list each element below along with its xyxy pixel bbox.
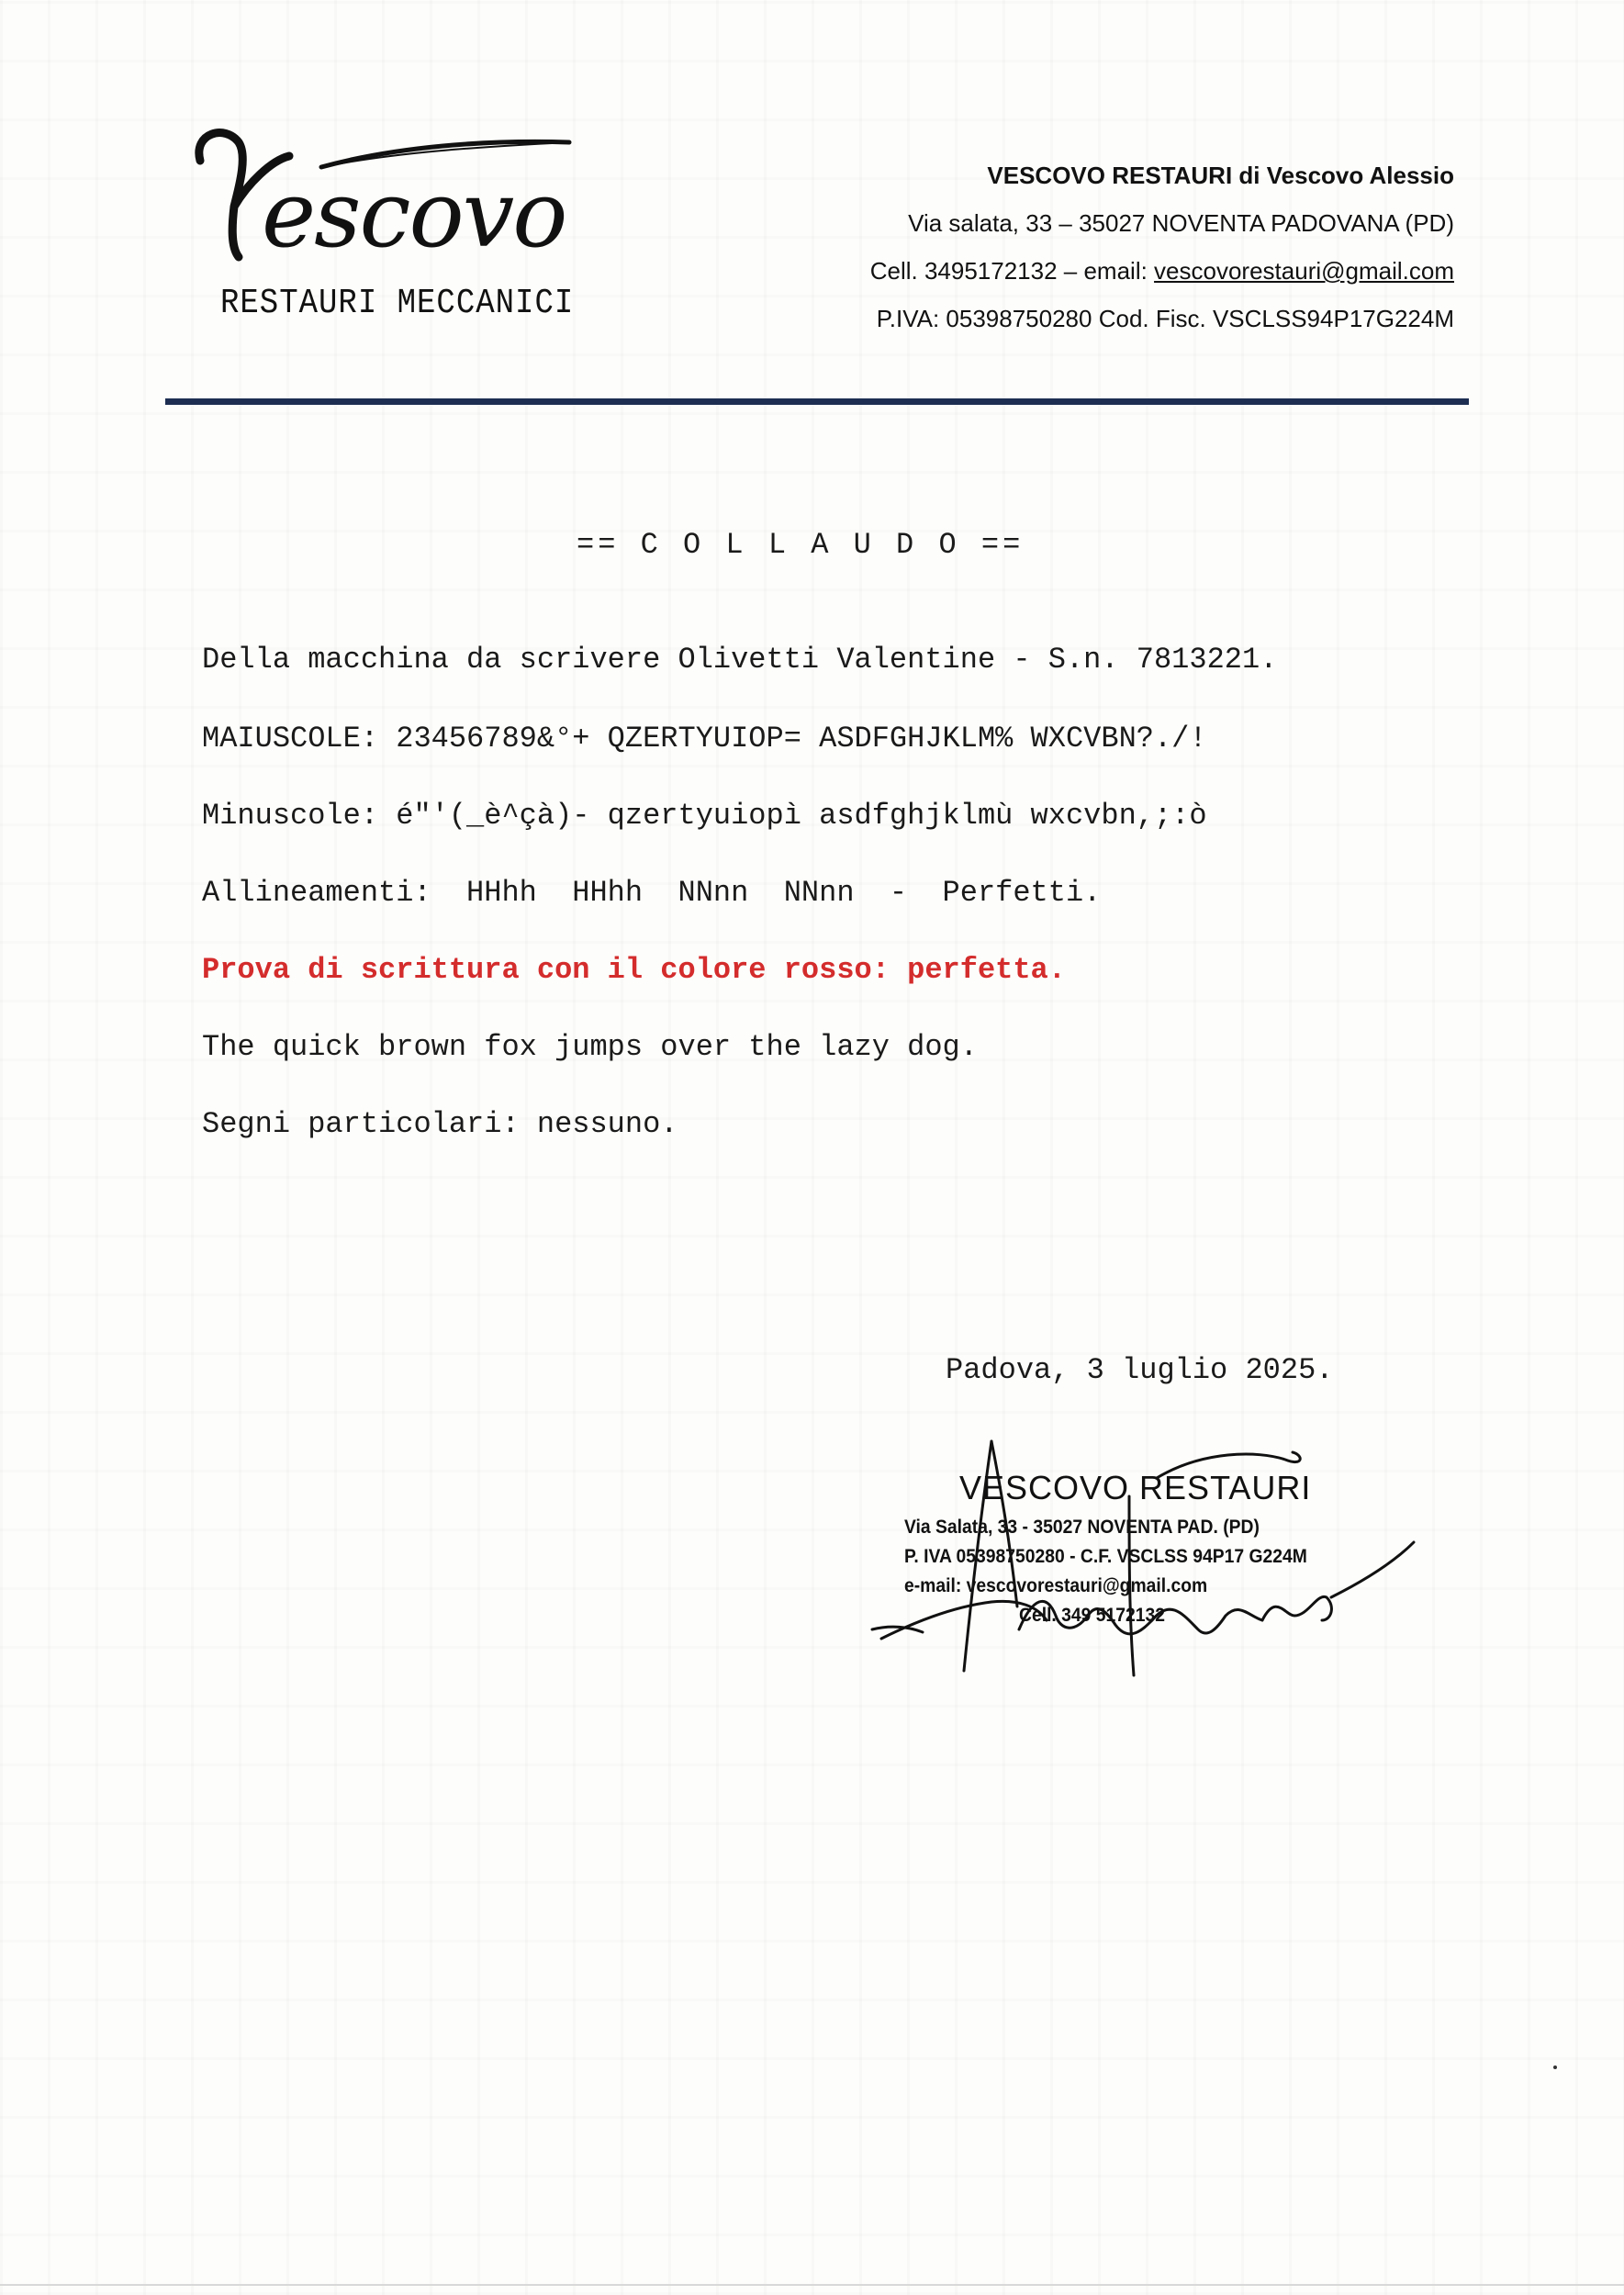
company-logo bbox=[184, 119, 624, 330]
handwritten-signature bbox=[854, 1432, 1423, 1680]
logo-subtitle: RESTAURI MECCANICI bbox=[220, 285, 575, 324]
place-date: Padova, 3 luglio 2025. bbox=[946, 1353, 1334, 1387]
speck bbox=[1553, 2066, 1557, 2069]
stamp-email: e-mail: vescovorestauri@gmail.com bbox=[904, 1575, 1208, 1596]
scan-edge bbox=[0, 2284, 1624, 2286]
typed-line-lowercase: Minuscole: é"'(_è^çà)- qzertyuiopì asdfghjklmù wxcvbn,;:ò bbox=[202, 799, 1207, 833]
company-stamp bbox=[854, 1432, 1423, 1680]
document-title: == C O L L A U D O == bbox=[577, 528, 1025, 562]
svg-text:escovo: escovo bbox=[262, 161, 566, 268]
typed-line-uppercase: MAIUSCOLE: 23456789&°+ QZERTYUIOP= ASDFGHJKLM% WXCVBN?./! bbox=[202, 722, 1207, 756]
stamp-address: Via Salata, 33 - 35027 NOVENTA PAD. (PD) bbox=[904, 1517, 1260, 1538]
stamp-name: VESCOVO RESTAURI bbox=[959, 1469, 1312, 1506]
company-owner: di Vescovo Alessio bbox=[1238, 162, 1454, 189]
company-address: Via salata, 33 – 35027 NOVENTA PADOVANA (PD) bbox=[908, 209, 1454, 237]
header-rule bbox=[165, 398, 1469, 405]
typed-line-notes: Segni particolari: nessuno. bbox=[202, 1107, 678, 1141]
stamp-cell: Cell. 349 5172132 bbox=[1019, 1605, 1165, 1626]
typed-line-pangram: The quick brown fox jumps over the lazy dog. bbox=[202, 1030, 978, 1064]
company-tax: P.IVA: 05398750280 Cod. Fisc. VSCLSS94P17G224M bbox=[876, 305, 1454, 332]
typed-line-red-test: Prova di scrittura con il colore rosso: perfetta. bbox=[202, 953, 1066, 987]
company-info bbox=[870, 151, 1454, 342]
typed-line-alignment: Allineamenti: HHhh HHhh NNnn NNnn - Perfetti. bbox=[202, 876, 1102, 910]
company-name-line bbox=[870, 151, 1454, 199]
cell-label: Cell. 3495172132 – email: bbox=[869, 257, 1155, 285]
stamp-tax: P. IVA 05398750280 - C.F. VSCLSS 94P17 G224M bbox=[904, 1546, 1307, 1567]
logo-wordmark bbox=[184, 119, 624, 280]
typed-line-serial: Della macchina da scrivere Olivetti Valentine - S.n. 7813221. bbox=[202, 643, 1278, 677]
company-name: VESCOVO RESTAURI bbox=[987, 162, 1233, 189]
company-contact bbox=[870, 247, 1454, 295]
email-link[interactable]: vescovorestauri@gmail.com bbox=[1154, 257, 1454, 285]
